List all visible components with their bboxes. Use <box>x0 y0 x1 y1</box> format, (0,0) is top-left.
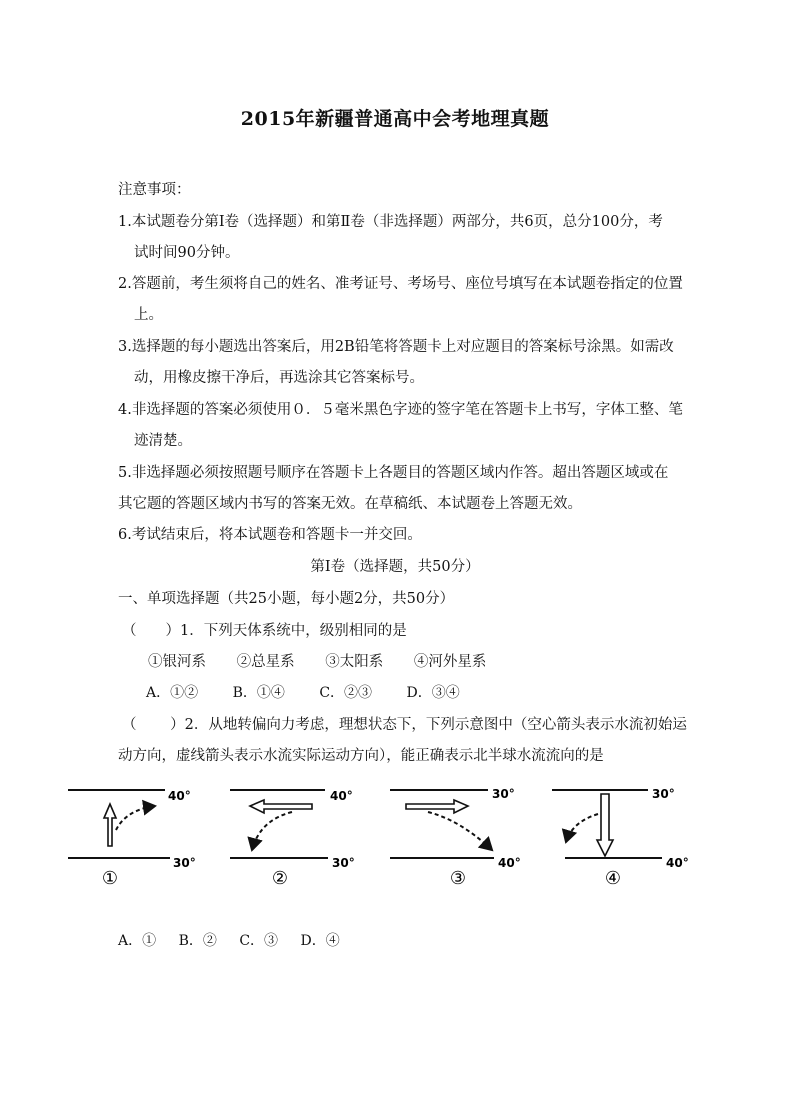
latitude-label: 30° <box>332 856 355 870</box>
actual-flow-dashed-arrow <box>116 806 155 830</box>
q2-answer-option: C．③ <box>239 933 279 949</box>
diagram-number: ② <box>271 868 289 889</box>
note-3-line-2: 动，用橡皮擦干净后，再选涂其它答案标号。 <box>134 370 424 386</box>
initial-flow-arrow-down <box>597 794 613 856</box>
actual-flow-dashed-arrow <box>252 812 292 850</box>
latitude-label: 40° <box>330 789 353 803</box>
q2-answer-option: D．④ <box>300 933 340 949</box>
q1-answer-option: A．①② <box>146 685 199 701</box>
part-title: 一、单项选择题（共25小题，每小题2分，共50分） <box>118 591 455 607</box>
q1-item: ②总星系 <box>236 654 295 670</box>
note-5-line-1: 5.非选择题必须按照题号顺序在答题卡上各题目的答题区域内作答。超出答题区域或在 <box>118 465 669 481</box>
q2-answers <box>118 930 358 950</box>
actual-flow-dashed-arrow <box>428 812 492 850</box>
initial-flow-arrow-left <box>250 800 312 813</box>
note-2-line-2: 上。 <box>134 307 163 323</box>
latitude-label: 40° <box>498 856 521 870</box>
q1-item: ③太阳系 <box>325 654 384 670</box>
note-4-line-1: 4.非选择题的答案必须使用０．５毫米黑色字迹的签字笔在答题卡上书写，字体工整、笔 <box>118 402 683 418</box>
diagram-number: ① <box>101 868 119 889</box>
latitude-label: 30° <box>173 856 196 870</box>
initial-flow-arrow-up <box>104 804 116 846</box>
actual-flow-dashed-arrow <box>566 814 598 842</box>
note-6-line-1: 6.考试结束后，将本试题卷和答题卡一并交回。 <box>118 527 422 543</box>
q2-answer-option: A．① <box>118 933 157 949</box>
note-5-line-2: 其它题的答题区域内书写的答案无效。在草稿纸、本试题卷上答题无效。 <box>118 496 582 512</box>
diagram-3 <box>390 787 521 889</box>
q1-answers <box>146 682 490 702</box>
q2-diagrams <box>60 780 710 890</box>
diagram-1 <box>68 789 196 889</box>
latitude-label: 30° <box>652 787 675 801</box>
q1-item: ①银河系 <box>148 654 206 670</box>
diagram-number: ④ <box>604 868 622 889</box>
section-title: 第Ⅰ卷（选择题，共50分） <box>310 559 480 575</box>
q1-answer-option: D．③④ <box>406 685 460 701</box>
diagram-number: ③ <box>449 868 467 889</box>
note-1-line-1: 1.本试题卷分第Ⅰ卷（选择题）和第Ⅱ卷（非选择题）两部分，共6页，总分100分，考 <box>118 214 663 230</box>
diagram-4 <box>552 787 689 889</box>
initial-flow-arrow-right <box>406 800 468 813</box>
q2-stem-line-1: （ ）2．从地转偏向力考虑，理想状态下，下列示意图中（空心箭头表示水流初始运 <box>122 717 687 733</box>
q1-stem: （ ）1．下列天体系统中，级别相同的是 <box>122 623 407 639</box>
q2-stem-line-2: 动方向，虚线箭头表示水流实际运动方向），能正确表示北半球水流流向的是 <box>118 748 604 764</box>
q1-answer-option: B．①④ <box>232 685 285 701</box>
note-2-line-1: 2.答题前，考生须将自己的姓名、准考证号、考场号、座位号填写在本试题卷指定的位置 <box>118 276 683 292</box>
page-title: 2015年新疆普通高中会考地理真题 <box>240 108 550 130</box>
latitude-label: 40° <box>168 789 191 803</box>
diagram-2 <box>230 789 355 889</box>
latitude-label: 30° <box>492 787 515 801</box>
q1-item: ④河外星系 <box>413 654 487 670</box>
q1-items <box>148 650 486 671</box>
q2-answer-option: B．② <box>178 933 217 949</box>
note-4-line-2: 迹清楚。 <box>134 433 192 449</box>
notes-heading: 注意事项： <box>118 182 191 198</box>
note-1-line-2: 试时间90分钟。 <box>134 245 240 261</box>
note-3-line-1: 3.选择题的每小题选出答案后，用2B铅笔将答题卡上对应题目的答案标号涂黑。如需改 <box>118 339 674 355</box>
latitude-label: 40° <box>666 856 689 870</box>
q1-answer-option: C．②③ <box>319 685 373 701</box>
